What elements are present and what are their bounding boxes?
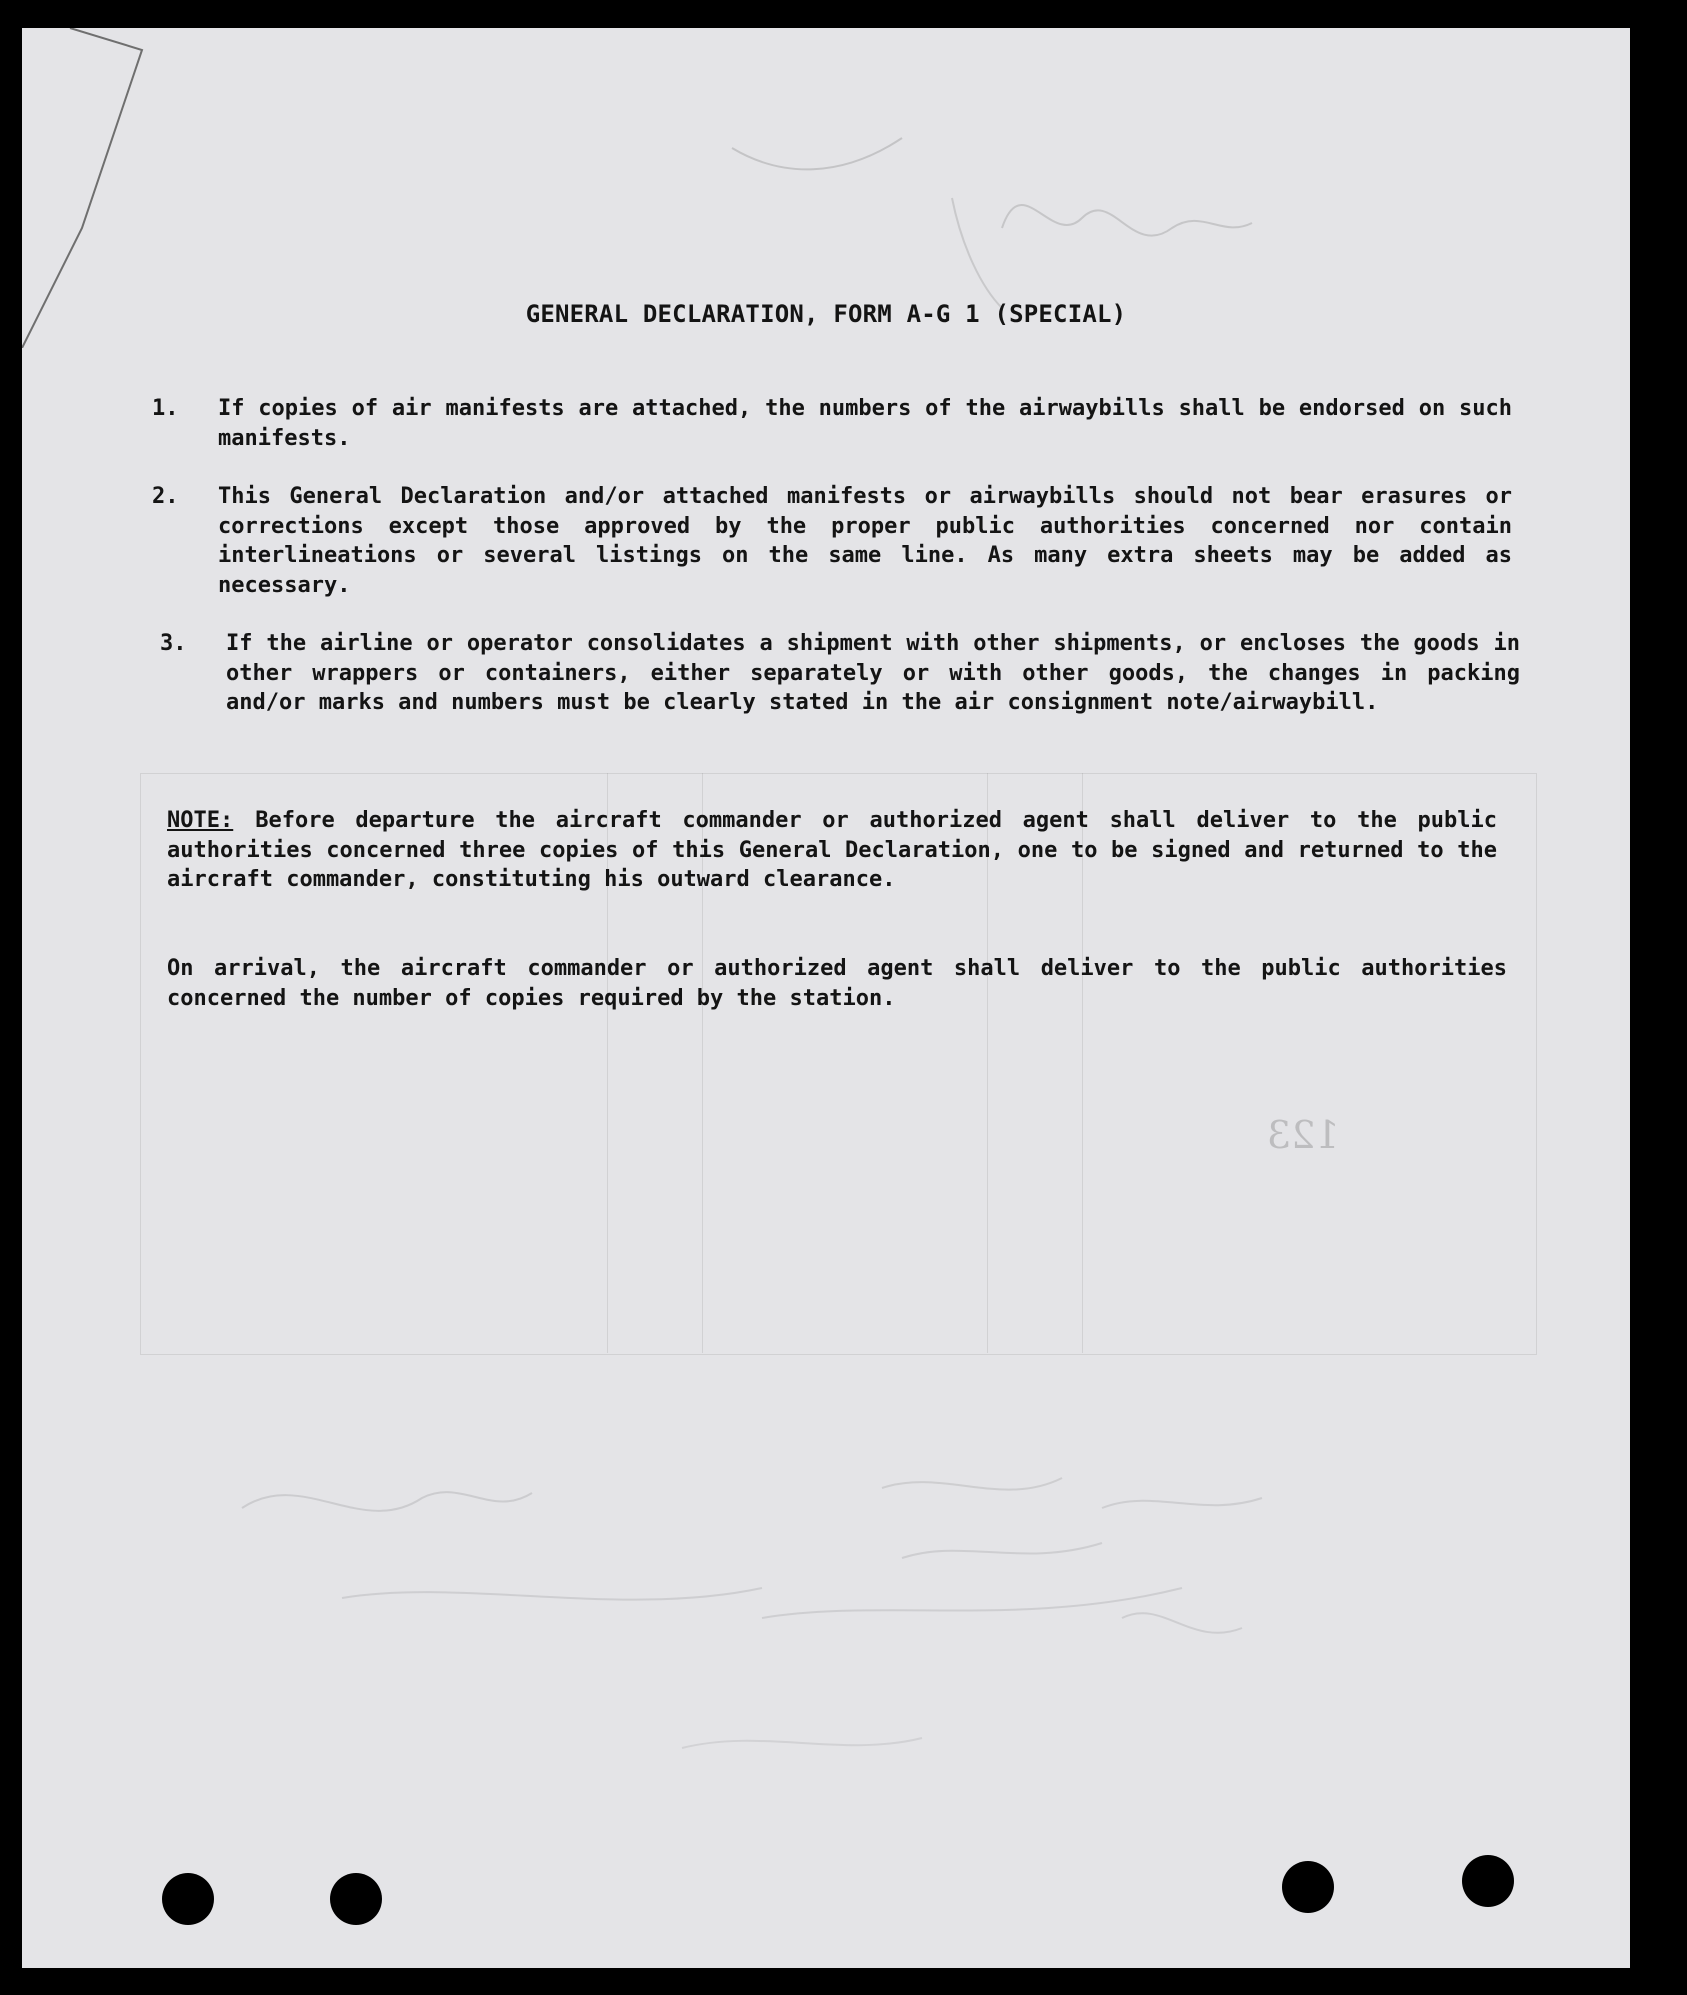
- bleed-through-handwriting-bottom: [202, 1448, 1402, 1808]
- item-text: This General Declaration and/or attached manifests or airwaybills should not bear erasures or corrections except those approved by the proper public authorities concerned nor contain interlineations or several listings on the same line. As many extra sheets may be added as necessary.: [218, 484, 1512, 598]
- item-text: If copies of air manifests are attached, the numbers of the airwaybills shall be endorsed on such manifests.: [218, 396, 1512, 451]
- punch-hole-right-inner: [1282, 1861, 1334, 1913]
- item-number: 2.: [152, 484, 179, 509]
- bleed-through-number: 123: [1267, 1113, 1340, 1157]
- arrival-paragraph: On arrival, the aircraft commander or authorized agent shall deliver to the public authorities concerned the number of copies required by the station.: [167, 956, 1507, 1011]
- instruction-item-3: [160, 629, 1520, 718]
- item-number: 3.: [160, 631, 187, 656]
- document-title: GENERAL DECLARATION, FORM A-G 1 (SPECIAL): [525, 300, 1127, 328]
- note-text: Before departure the aircraft commander or authorized agent shall deliver to the public authorities concerned three copies of this General Declaration, one to be signed and returned to the aircraft commander, constituting his outward clearance.: [167, 808, 1497, 892]
- punch-hole-right-outer: [1462, 1855, 1514, 1907]
- bleed-through-handwriting-top: [702, 108, 1262, 328]
- punch-hole-left-inner: [330, 1873, 382, 1925]
- instruction-item-2: [152, 482, 1512, 600]
- instruction-item-1: [152, 394, 1512, 453]
- document-page: [22, 28, 1630, 1968]
- note-label: NOTE:: [167, 808, 234, 833]
- item-number: 1.: [152, 396, 179, 421]
- note-paragraph: [167, 806, 1497, 895]
- punch-hole-left-outer: [162, 1873, 214, 1925]
- item-text: If the airline or operator consolidates a shipment with other shipments, or encloses the goods in other wrappers or containers, either separately or with other goods, the changes in packing and/or marks and numbers must be clearly stated in the air consignment note/airwaybill.: [226, 631, 1520, 715]
